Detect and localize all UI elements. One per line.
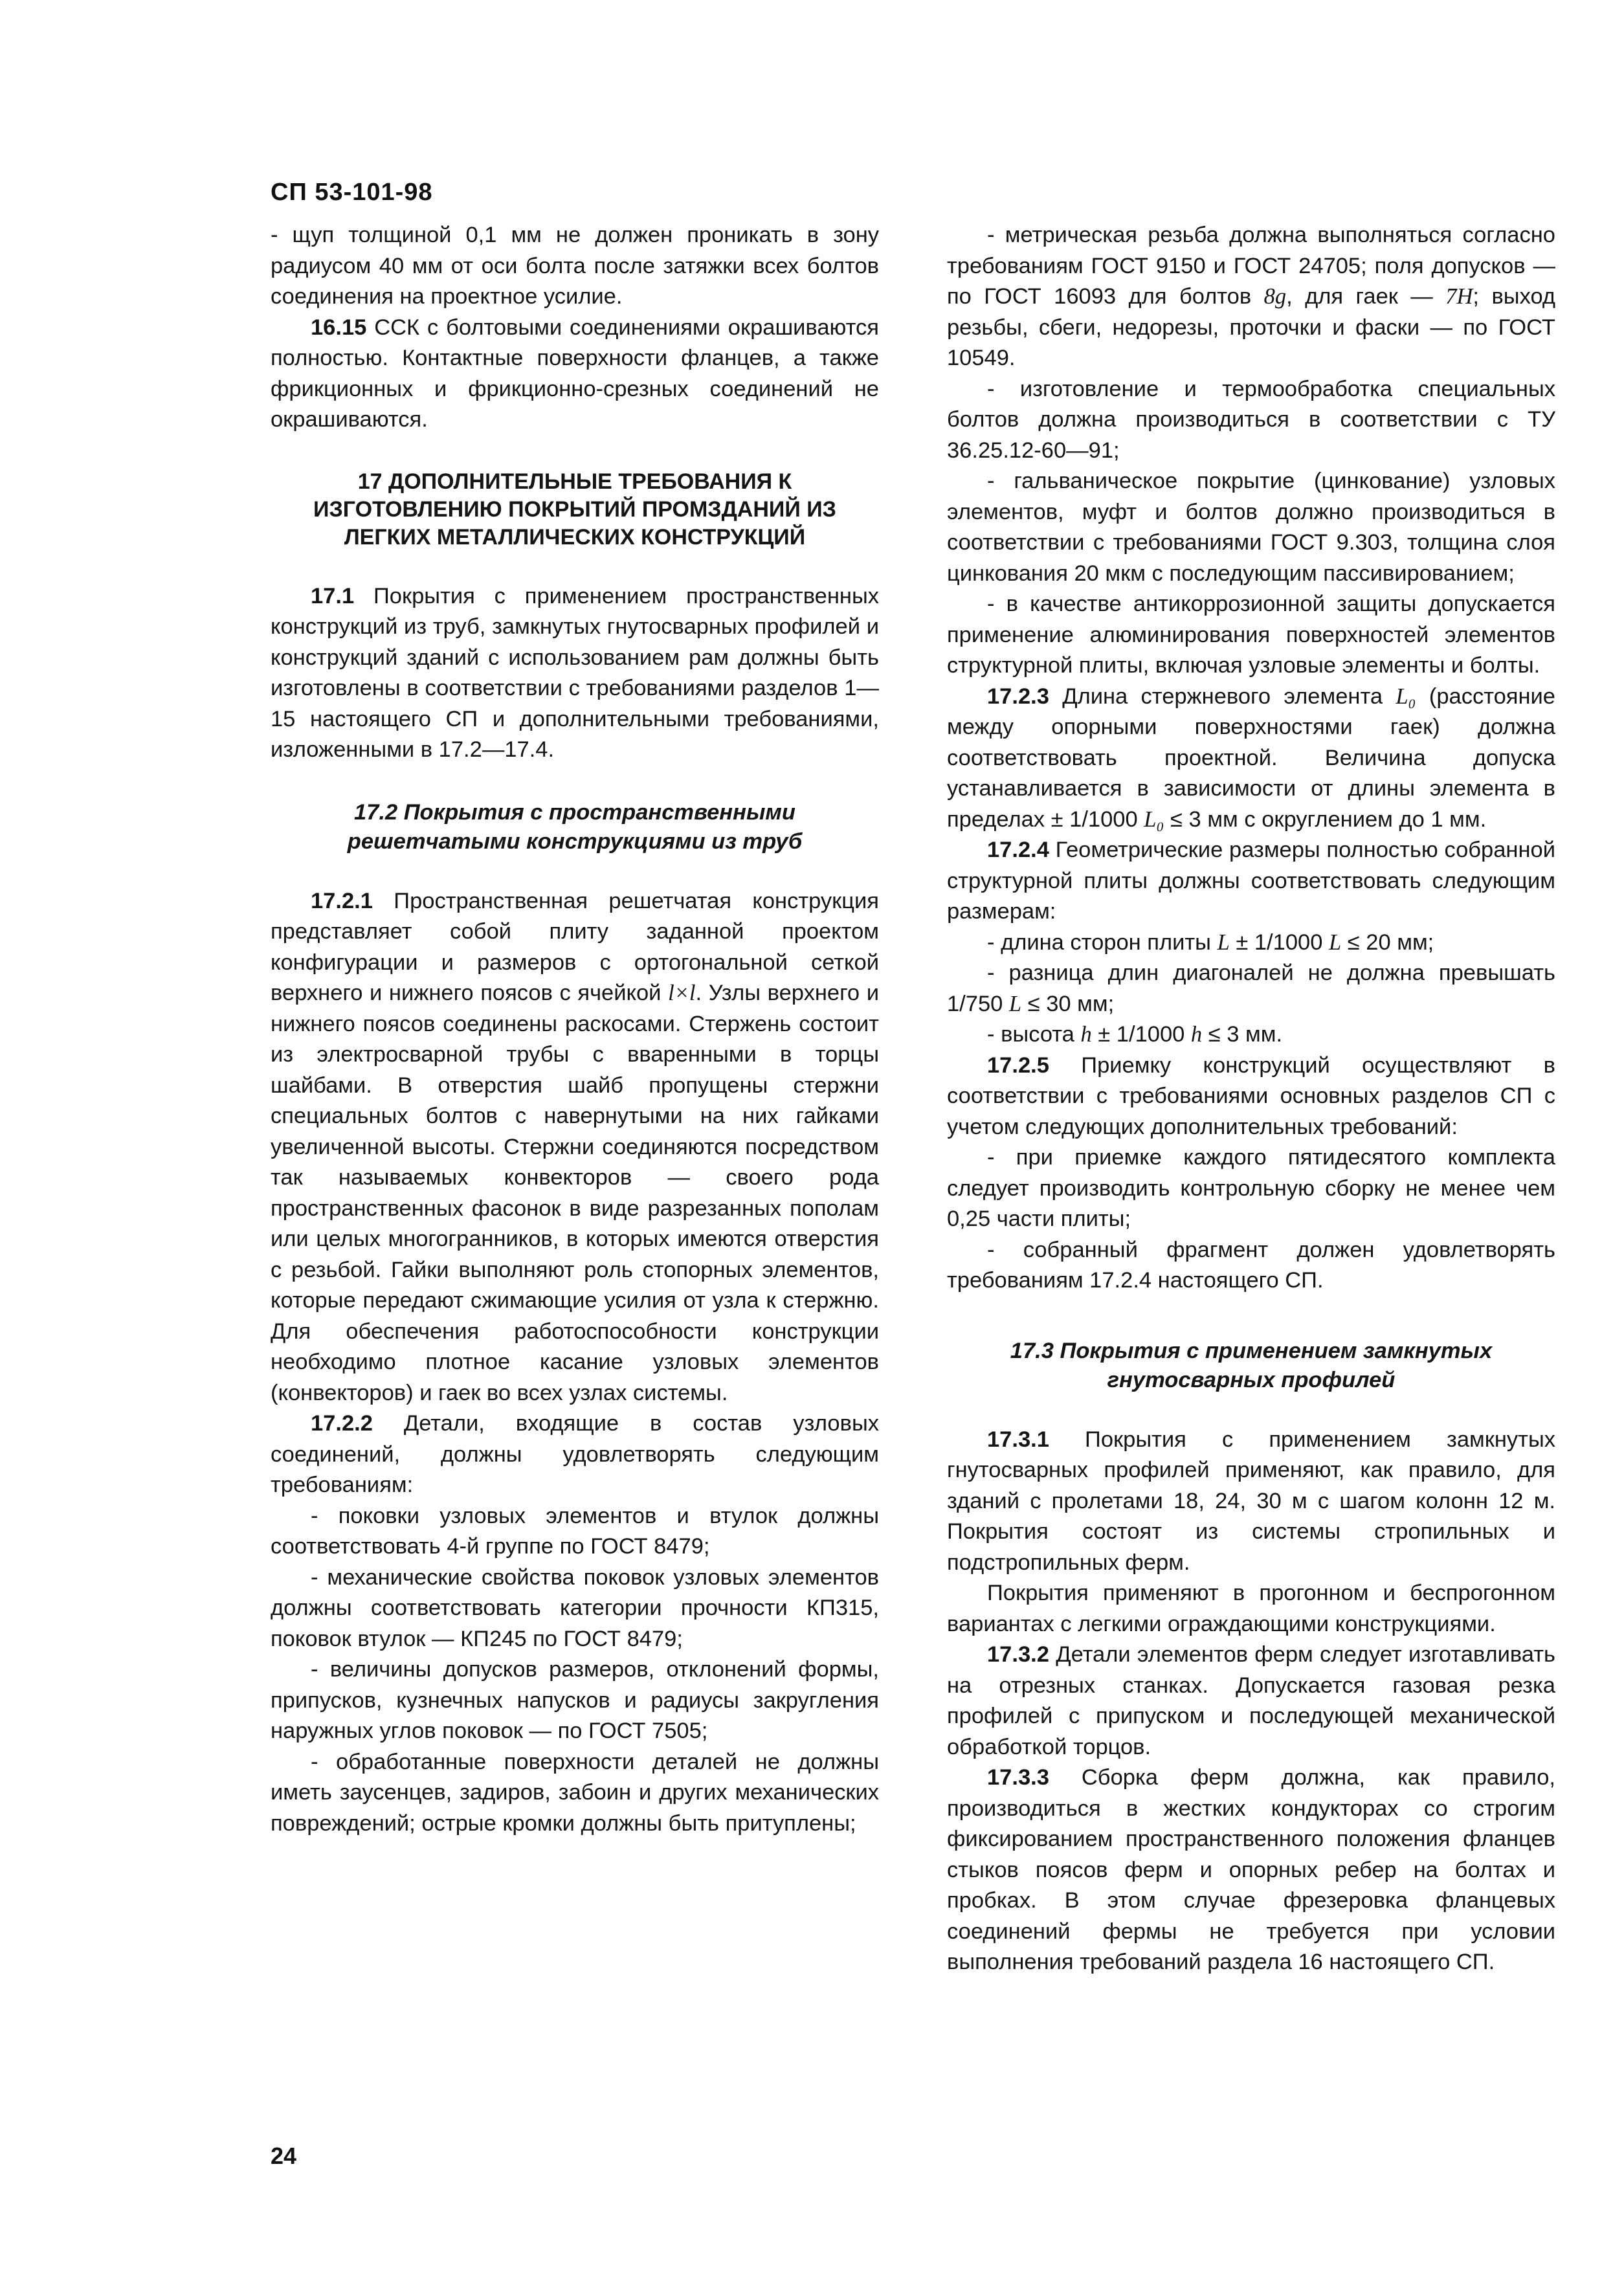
clause-text: Пространственная решетчатая конструкция представляет собой плиту заданной проектом конфигурации и размеров с ортогональной сеткой верхнего и нижнего поясов с ячейкой — [271, 888, 879, 1005]
cell-size-symbol: l×l — [668, 981, 696, 1005]
right-column — [947, 220, 1555, 1978]
left-column — [271, 220, 879, 1839]
list-text-end: ≤ 3 мм. — [1202, 1022, 1283, 1047]
clause-number: 17.2.1 — [311, 888, 373, 913]
clause-number: 17.2.3 — [987, 684, 1049, 709]
length-symbol: L — [1217, 930, 1230, 955]
clause-17-2-4 — [947, 835, 1555, 928]
list-item — [947, 220, 1555, 374]
list-text: - разница длин диагоналей не должна превышать 1/750 — [947, 961, 1555, 1016]
clause-17-2-1 — [271, 886, 879, 1409]
clause-text: Приемку конструкций осуществляют в соответствии с требованиями основных разделов СП с учетом следующих дополнительных требований: — [947, 1052, 1555, 1139]
list-text: - длина сторон плиты — [987, 930, 1218, 955]
clause-number: 17.2.4 — [987, 838, 1049, 862]
clause-17-1 — [271, 581, 879, 766]
clause-text-cont: . Узлы верхнего и нижнего поясов соединены раскосами. Стержень состоит из электросварной трубы с вваренными в торцы шайбами. В отверстия шайб пропущены стержни специальных болтов с навернутыми на них гайками увеличенной высоты. Стержни соединяются посредством так называемых конвекторов — своего рода пространственных фасонок в виде разрезанных пополам или целых многогранников, в которых имеются отверстия с резьбой. Гайки выполняют роль стопорных элементов, которые передают сжимающие усилия от узла к стержню. Для обеспечения работоспособности конструкции необходимо плотное касание узловых элементов (конвекторов) и гаек во всех узлах системы. — [271, 981, 879, 1405]
clause-text: Длина стержневого элемента — [1049, 684, 1396, 709]
clause-text: Детали, входящие в состав узловых соединений, должны удовлетворять следующим требованиям: — [271, 1411, 879, 1497]
clause-number: 17.2.2 — [311, 1411, 373, 1436]
clause-16-15 — [271, 313, 879, 436]
clause-17-2-5 — [947, 1051, 1555, 1143]
clause-number: 17.1 — [311, 583, 355, 608]
list-item: - изготовление и термообработка специальных болтов должна производиться в соответствии с ТУ 36.25.12-60—91; — [947, 376, 1555, 463]
clause-text-cont: (расстояние между опорными поверхностями гаек) должна соответствовать проектной. Величина допуска устанавливается в зависимости от длины элемента в пределах ± 1/1000 — [947, 684, 1555, 832]
length-symbol: L — [1008, 991, 1022, 1016]
document-code-header: СП 53-101-98 — [271, 179, 433, 206]
list-text: - метрическая резьба должна выполняться согласно требованиям ГОСТ 9150 и ГОСТ 24705; поля допусков — по ГОСТ 16093 для болтов — [947, 223, 1555, 309]
list-item: - в качестве антикоррозионной защиты допускается применение алюминирования поверхностей элементов структурной плиты, включая узловые элементы и болты. — [947, 592, 1555, 678]
clause-17-3-1 — [947, 1425, 1555, 1579]
list-text-end: ≤ 20 мм; — [1341, 930, 1434, 955]
clause-text: Покрытия с применением пространственных конструкций из труб, замкнутых гнутосварных профилей и конструкций зданий с использованием рам должны быть изготовлены в соответствии с требованиями разделов 1—15 настоящего СП и дополнительными требованиями, изложенными в 17.2—17.4. — [271, 583, 879, 762]
length-symbol: L₀ — [1144, 807, 1164, 832]
page-number: 24 — [271, 2143, 297, 2169]
nut-tolerance-symbol: 7H — [1445, 284, 1473, 309]
list-item — [947, 958, 1555, 1019]
section-17-heading: 17 ДОПОЛНИТЕЛЬНЫЕ ТРЕБОВАНИЯ К ИЗГОТОВЛЕНИЮ ПОКРЫТИЙ ПРОМЗДАНИЙ ИЗ ЛЕГКИХ МЕТАЛЛИЧЕСКИХ КОНСТРУКЦИЙ — [313, 469, 836, 550]
subsection-17-3-heading: 17.3 Покрытия с применением замкнутых гнутосварных профилей — [1010, 1338, 1493, 1392]
clause-17-3-2 — [947, 1640, 1555, 1763]
paragraph: - щуп толщиной 0,1 мм не должен проникать в зону радиусом 40 мм от оси болта после затяжки всех болтов соединения на проектное усилие. — [271, 223, 879, 309]
list-text-cont: , для гаек — — [1286, 284, 1446, 309]
list-item — [947, 928, 1555, 959]
list-text: - высота — [987, 1022, 1081, 1047]
clause-text: Геометрические размеры полностью собранной структурной плиты должны соответствовать следующим размерам: — [947, 838, 1555, 924]
bolt-tolerance-symbol: 8g — [1263, 284, 1287, 309]
paragraph: Покрытия применяют в прогонном и беспрогонном вариантах с легкими ограждающими конструкциями. — [947, 1581, 1555, 1636]
clause-number: 17.3.3 — [987, 1765, 1049, 1790]
list-item: - обработанные поверхности деталей не должны иметь заусенцев, задиров, забоин и других механических повреждений; острые кромки должны быть притуплены; — [271, 1749, 879, 1836]
list-item: - величины допусков размеров, отклонений формы, припусков, кузнечных напусков и радиусы закругления наружных углов поковок — по ГОСТ 7505; — [271, 1657, 879, 1743]
clause-text: Детали элементов ферм следует изготавливать на отрезных станках. Допускается газовая резка профилей с припуском и последующей механической обработкой торцов. — [947, 1642, 1555, 1759]
list-item: - механические свойства поковок узловых элементов должны соответствовать категории прочности КП315, поковок втулок — КП245 по ГОСТ 8479; — [271, 1565, 879, 1651]
list-item: - собранный фрагмент должен удовлетворять требованиям 17.2.4 настоящего СП. — [947, 1237, 1555, 1293]
clause-number: 16.15 — [311, 315, 367, 340]
subsection-17-2-heading: 17.2 Покрытия с пространственными решетчатыми конструкциями из труб — [347, 799, 803, 854]
clause-text: ССК с болтовыми соединениями окрашиваются полностью. Контактные поверхности фланцев, а также фрикционных и фрикционно-срезных соединений не окрашиваются. — [271, 315, 879, 432]
list-text-end: ≤ 30 мм; — [1021, 991, 1115, 1016]
clause-number: 17.3.2 — [987, 1642, 1049, 1667]
list-text-cont: ± 1/1000 — [1091, 1022, 1191, 1047]
clause-text-end: ≤ 3 мм с округлением до 1 мм. — [1164, 807, 1487, 832]
length-symbol: L₀ — [1396, 684, 1416, 709]
list-text-end: ; выход резьбы, сбеги, недорезы, проточки и фаски — по ГОСТ 10549. — [947, 284, 1555, 370]
height-symbol: h — [1190, 1022, 1203, 1047]
height-symbol: h — [1080, 1022, 1092, 1047]
list-item — [947, 1019, 1555, 1051]
clause-17-2-2 — [271, 1409, 879, 1501]
clause-text: Покрытия с применением замкнутых гнутосварных профилей применяют, как правило, для зданий с пролетами 18, 24, 30 м с шагом колонн 12 м. Покрытия состоят из системы стропильных и подстропильных ферм. — [947, 1427, 1555, 1575]
list-item: - гальваническое покрытие (цинкование) узловых элементов, муфт и болтов должно производиться в соответствии с требованиями ГОСТ 9.303, толщина слоя цинкования 20 мкм с последующим пассивированием; — [947, 469, 1555, 586]
clause-text: Сборка ферм должна, как правило, производиться в жестких кондукторах со строгим фиксированием пространственного положения фланцев стыков поясов ферм и опорных ребер на болтах и пробках. В этом случае фрезеровка фланцевых соединений фермы не требуется при условии выполнения требований раздела 16 настоящего СП. — [947, 1765, 1555, 1974]
clause-number: 17.2.5 — [987, 1052, 1049, 1078]
list-item: - поковки узловых элементов и втулок должны соответствовать 4-й группе по ГОСТ 8479; — [271, 1503, 879, 1559]
list-text-cont: ± 1/1000 — [1229, 930, 1329, 955]
list-item: - при приемке каждого пятидесятого комплекта следует производить контрольную сборку не менее чем 0,25 части плиты; — [947, 1145, 1555, 1231]
clause-17-3-3 — [947, 1763, 1555, 1978]
clause-17-2-3 — [947, 682, 1555, 836]
clause-number: 17.3.1 — [987, 1427, 1049, 1452]
length-symbol: L — [1328, 930, 1342, 955]
